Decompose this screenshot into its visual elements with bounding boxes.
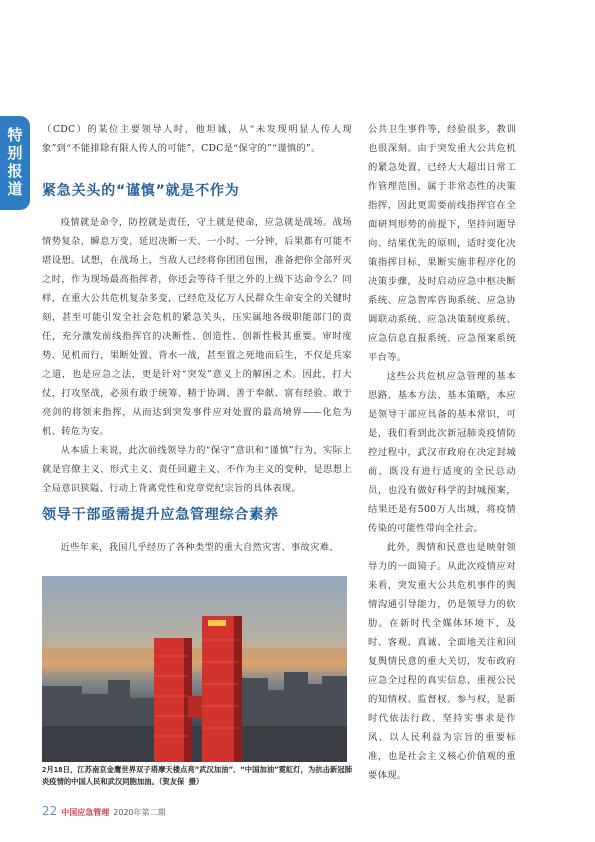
magazine-name: 中国应急管理 — [61, 808, 110, 817]
tower-right — [202, 616, 242, 762]
section-1-body — [42, 213, 352, 498]
page-footer — [42, 804, 166, 818]
section-tag-label: 特别报道 — [5, 127, 24, 199]
body-paragraph-1: 疫情就是命令，防控就是责任，守土就是使命，应急就是战场。战场情势复杂，瞬息万变，延迟决断一天、一小时、一分钟，后果都有可能不堪设想。试想，在战场上，当敌人已经将你团团包围，准备把你全部歼灭之时，作为现场最高指挥者，你还会等待千里之外的上级下达命令么？同样，在重大公共危机复杂多变，已经危及亿万人民群众生命安全的关键时刻，甚至可能引发全社会危机的紧急关头，压实属地各级职能部门的责任，充分激发前线指挥官的决断性、创造性、创新性极其重要。审时度势、见机而行，果断处置、背水一战，甚至置之死地而后生，不仅是兵家之道，也是应急之法，更是针对“突发”意义上的解困之术。因此，打大仗，打攻坚战，必须有敢于统筹、精于协调、善于奉献、富有经验、敢于亮剑的将领来指挥，从而达到突发事件应对处置的最高境界——化危为机、转危为安。 — [42, 217, 352, 437]
section-tag — [0, 116, 30, 210]
tower-left — [154, 638, 192, 762]
section-2-body — [42, 538, 352, 557]
photo-caption: 2月18日，江苏南京金鹰世界双子塔摩天楼点亮“武汉加油”、“中国加油”霓虹灯，为抗击新冠肺炎疫情的中国人民和武汉同胞加油。（贺友保 摄） — [42, 765, 352, 786]
body-paragraph-2: 从本质上来说，此次前线领导力的“保守”意识和“谨慎”行为，实际上就是官僚主义、形式主义、责任回避主义、不作为主义的变种，是思想上全局意识狭隘、行动上背离党性和党章党纪宗旨的具体表现。 — [42, 445, 352, 494]
twin-towers-illustration — [42, 576, 347, 762]
right-column — [368, 120, 516, 785]
tower-skybridge — [188, 696, 202, 718]
issue-label: 2020年第二期 — [113, 808, 166, 817]
left-column — [42, 120, 352, 158]
foreground-buildings — [42, 726, 347, 762]
page-number: 22 — [42, 804, 58, 818]
right-paragraph-3: 此外，舆情和民意也是映射领导力的一面镜子。从此次疫情应对来看，突发重大公共危机事件的舆情沟通引导能力，仍是领导力的软肋。在新时代全媒体环境下，及时、客观、真诚、全面地关注和回复舆情民意的重大关切，发布政府应急全过程的真实信息，重视公民的知情权、监督权、参与权，是新时代依法行政、坚持实事求是作风、以人民利益为宗旨的重要标准，也是社会主义核心价值观的重要体现。 — [368, 542, 516, 781]
city-skyline-photo — [42, 576, 347, 762]
horizon-glow — [42, 648, 347, 662]
section-heading-1: 紧急关头的“谨慎”就是不作为 — [42, 183, 240, 199]
right-paragraph-1: 公共卫生事件等，经验很多，教训也很深刻。由于突发重大公共危机的紧急处置，已经大大超出日常工作管理范围，属于非常态性的决策指挥，因此更需要前线指挥官在全面研判形势的前提下，坚持问题导向、结果优先的原则，适时变化决策指挥目标，果断实施非程序化的决策步骤，及时启动应急中枢决断系统、应急智库咨询系统、应急协调联动系统、应急决策制度系统、应急信息直报系统、应急预案系统平台等。 — [368, 124, 516, 363]
body-paragraph-3: 近些年来，我国几乎经历了各种类型的重大自然灾害、事故灾难、 — [60, 542, 339, 553]
right-paragraph-2: 这些公共危机应急管理的基本思路、基本方法、基本策略，本应是领导干部应具备的基本常识，可是，我们看到此次新冠肺炎疫情防控过程中，武汉市政府在决定封城前，既没有进行适度的全民总动员，也没有做好科学的封城预案，结果还是有500万人出城，将疫情传染的可能性带向全社会。 — [368, 371, 516, 534]
intro-paragraph: （CDC）的某位主要领导人时，他坦诚，从“未发现明显人传人现象”到“不能排除有限人传人的可能”，CDC是“保守的”“谨慎的”。 — [42, 124, 352, 154]
section-heading-2: 领导干部亟需提升应急管理综合素养 — [42, 507, 279, 523]
